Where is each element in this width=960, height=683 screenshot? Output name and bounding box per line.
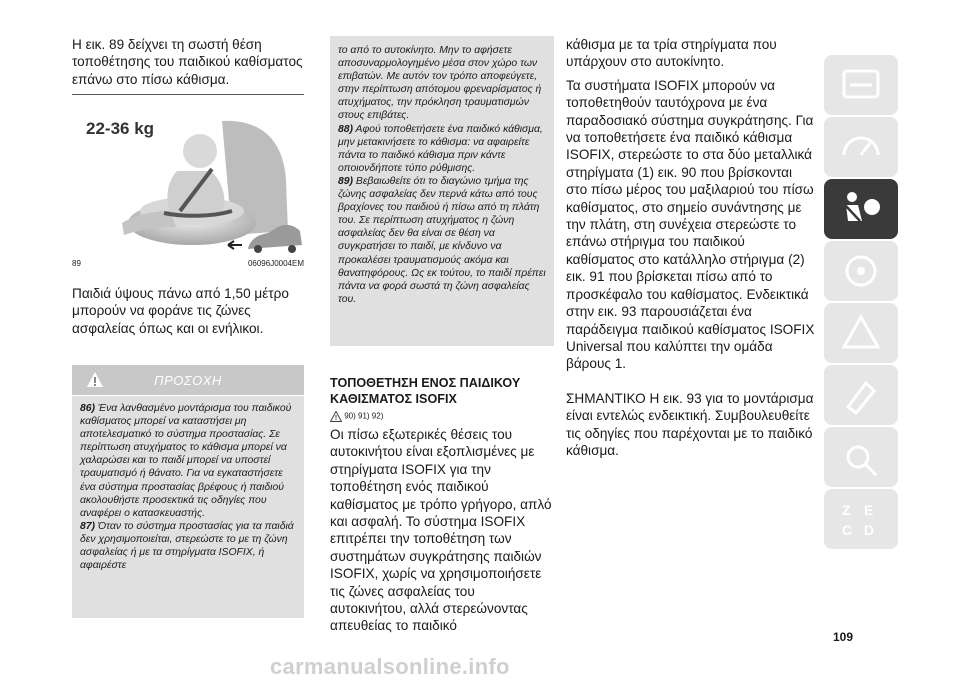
warning-item-86 [72, 396, 304, 520]
warning-item-number: 87) [80, 520, 96, 532]
page-number: 109 [833, 630, 854, 644]
warning-item-text: Όταν το σύστημα προστασίας για τα παιδιά δεν χρησιμοποιείται, στερεώστε το με τη ζώνη ασφαλείας ή με τα στηρίγματα ISOFIX, ή αφαιρέστε [80, 520, 294, 572]
svg-text:C: C [842, 522, 853, 538]
isofix-body [330, 426, 554, 635]
col3-paragraph-2: Τα συστήματα ISOFIX μπορούν να τοποθετηθούν ταυτόχρονα με ένα παραδοσιακό σύστημα συγκράτησης. Για να τοποθετήσετε ένα παιδικό κάθισμα ISOFIX, στερεώστε το στα δύο μεταλλικά στηρίγματα (1) εικ. 90 που βρίσκονται στο πίσω μέρος του μαξιλαριού του πίσω καθίσματος, στο σημείο συνάντησης με την πλάτη, στη συνέχεια στερεώστε το επάνω στήριγμα του παιδικού καθίσματος στο κατάλληλο στήριγμα (2) εικ. 91 που βρίσκεται πίσω από το προσκέφαλο του καθίσματος. Ενδεικτικά στην εικ. 93 παρουσιάζεται ένα παράδειγμα παιδικού καθίσματος ISOFIX Universal που καλύπτει την ομάδα βάρους 1. [566, 77, 815, 372]
svg-text:E: E [864, 502, 874, 518]
col3-paragraph-1: κάθισμα με τα τρία στηρίγματα που υπάρχουν στο αυτοκίνητο. [566, 37, 777, 70]
warning-header [72, 365, 304, 395]
col3-paragraph-3: ΣΗΜΑΝΤΙΚΟ Η εικ. 93 για το μοντάρισμα είναι εντελώς ενδεικτική. Συμβουλευθείτε τις οδηγίες που παρέχονται με το παιδικό κάθισμα. [566, 390, 814, 458]
svg-text:D: D [864, 522, 875, 538]
svg-text:Z: Z [842, 502, 851, 518]
dashboard-icon [836, 125, 886, 169]
warning-item-number: 88) [338, 123, 354, 135]
tab-warning-lights[interactable] [824, 303, 898, 363]
divider [72, 94, 304, 95]
watermark: carmanualsonline.info [270, 654, 510, 679]
isofix-paragraph: Οι πίσω εξωτερικές θέσεις του αυτοκινήτου είναι εξοπλισμένες με στηρίγματα ISOFIX για την τοποθέτηση ενός παιδικού καθίσματος με τρόπο γρήγορο, απλό και ασφαλή. Το σύστημα ISOFIX επιτρέπει την τοποθέτηση των συστημάτων συγκράτησης παιδιών ISOFIX, χωρίς να χρησιμοποιήσετε τις ζώνες ασφαλείας του αυτοκινήτου, αλλά στερεώνοντας απευθείας το παιδικό [330, 427, 552, 634]
seat-belt-airbag-icon [836, 187, 886, 231]
adult-belt-paragraph: Παιδιά ύψους πάνω από 1,50 μέτρο μπορούν να φοράνε τις ζώνες ασφαλείας όπως και οι ενήλικοι. [72, 286, 289, 336]
tab-dashboard[interactable] [824, 117, 898, 177]
warning-item-87 [72, 520, 304, 572]
starting-driving-icon [836, 249, 886, 293]
figure-code: 06096J0004EM [247, 259, 304, 268]
section-heading: ΤΟΠΟΘΕΤΗΣΗ ΕΝΟΣ ΠΑΙΔΙΚΟΥ ΚΑΘΙΣΜΑΤΟΣ ISOFIX [330, 376, 521, 406]
car-info-icon [836, 63, 886, 107]
tab-safety[interactable] [824, 179, 898, 239]
warning-item-text: Ένα λανθασμένο μοντάρισμα του παιδικού καθίσματος μπορεί να καταστήσει μη αποτελεσματικό το σύστημα προστασίας. Σε περίπτωση ατυχήματος το κάθισμα μπορεί να χαλαρώσει και το παιδί μπορεί να υποστεί τραυματισμό ή θάνατο. Για να εγκαταστήσετε ένα σύστημα προστασίας βρέφους ή παιδιού ακολουθήστε προσεκτικά τις οδηγίες που αναφέρει ο κατασκευαστής. [80, 403, 292, 519]
tab-car-info[interactable] [824, 55, 898, 115]
emergency-icon [836, 373, 886, 417]
warning-triangle-icon [330, 411, 342, 422]
warning-item-89 [330, 175, 554, 306]
warning-item-88 [330, 123, 554, 175]
maintenance-icon [836, 435, 886, 479]
figure-number: 89 [72, 259, 81, 268]
reference-numbers: 90) 91) 92) [344, 411, 384, 421]
tab-maintenance[interactable] [824, 427, 898, 487]
column-left [72, 36, 304, 95]
column-left-lower [72, 285, 304, 337]
warning-continued-text: το από το αυτοκίνητο. Μην το αφήσετε αποσυναρμολογημένο μέσα στον χώρο των επιβατών. Με αυτόν τον τρόπο αποφεύγετε, στην περίπτωση απότομου φρεναρίσματος ή ατυχήματος, την πρόκληση τραυματισμών στους επιβάτες. [338, 45, 542, 122]
warning-item-number: 86) [80, 403, 96, 414]
tab-emergency[interactable] [824, 365, 898, 425]
figure-weight-label: 22-36 kg [86, 119, 155, 138]
warning-body [72, 396, 304, 618]
warning-continued [330, 36, 554, 346]
tab-index[interactable] [824, 489, 898, 549]
warning-references [330, 411, 383, 422]
warning-light-icon [836, 311, 886, 355]
figure-caption [72, 259, 304, 268]
warning-item-text: Αφού τοποθετήσετε ένα παιδικό κάθισμα, μην μετακινήσετε το κάθισμα: να αφαιρείτε πάντα το παιδικό κάθισμα πριν κάντε οποιονδήποτε τύπο ρύθμισης. [338, 123, 543, 174]
figure-89 [72, 111, 304, 259]
warning-item-number: 89) [338, 175, 354, 187]
warning-title: ΠΡΟΣΟΧΗ [154, 373, 222, 388]
intro-paragraph: Η εικ. 89 δείχνει τη σωστή θέση τοποθέτησης του παιδικού καθίσματος επάνω στο πίσω κάθισμα. [72, 37, 303, 87]
column-right [566, 36, 816, 459]
tab-starting-driving[interactable] [824, 241, 898, 301]
warning-item-text: Βεβαιωθείτε ότι το διαγώνιο τμήμα της ζώνης ασφαλείας δεν περνά κάτω από τους βραχίονες του παιδιού ή πίσω από τη πλάτη του. Σε περίπτωση ατυχήματος η ζώνη ασφαλείας δεν θα είναι σε θέση να συγκρατήσει το παιδί, με κίνδυνο να προκαλέσει τραυματισμούς ακόμα και θανατηφόρους. Ως εκ τούτου, το παιδί πρέπει πάντα να φορά σωστά τη ζώνη ασφαλείας του. [338, 175, 546, 305]
index-icon [836, 497, 886, 541]
